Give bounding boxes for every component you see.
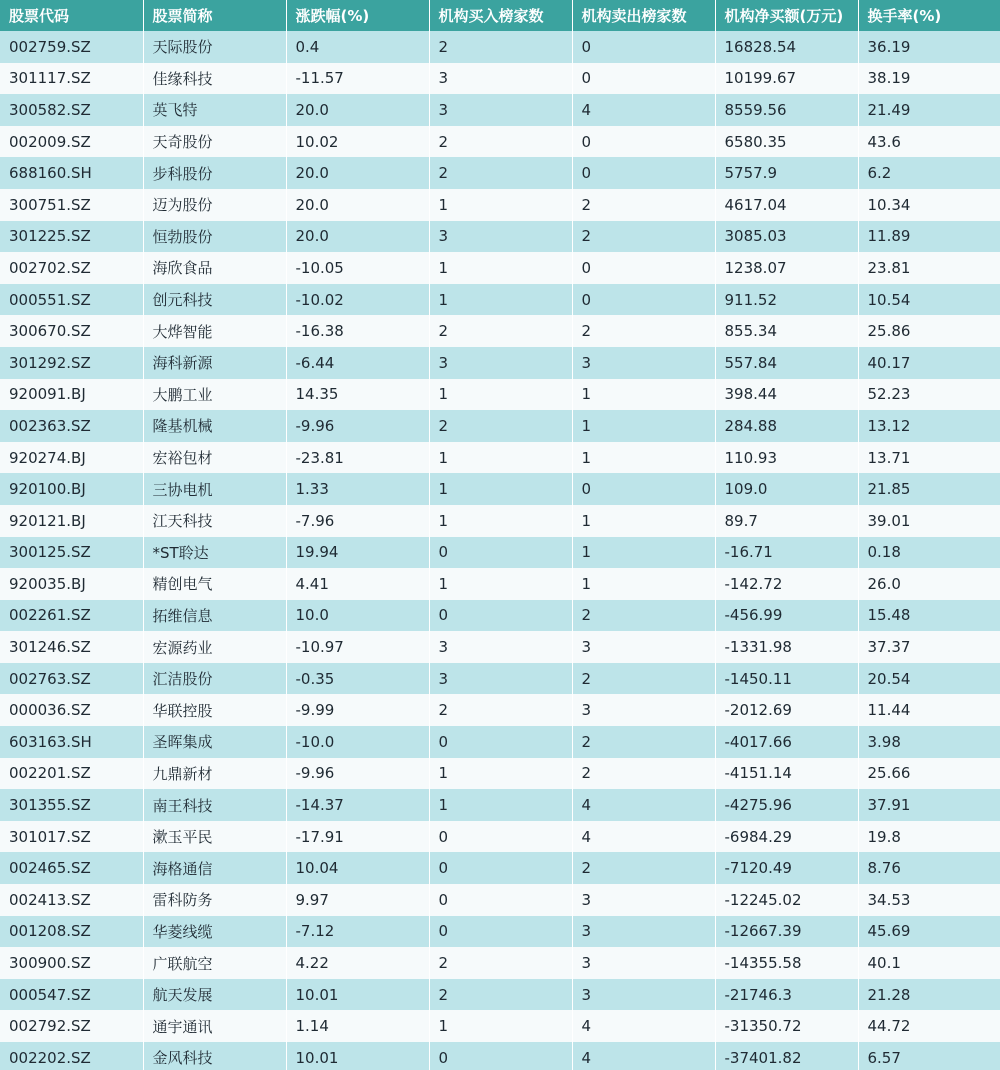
change-pct-cell: 0.4 xyxy=(286,31,429,63)
inst-buy-count-cell: 3 xyxy=(429,94,572,126)
inst-sell-count-cell: 2 xyxy=(572,663,715,695)
inst-net-buy-cell: 4617.04 xyxy=(715,189,858,221)
change-pct-cell: 10.0 xyxy=(286,600,429,632)
turnover-rate-header[interactable]: 换手率(%) xyxy=(867,7,942,25)
turnover-rate-cell: 21.28 xyxy=(867,985,911,1004)
table-row xyxy=(0,947,1000,979)
stock-name-cell: 迈为股份 xyxy=(143,189,286,221)
stock-name-cell: 江天科技 xyxy=(143,505,286,537)
stock-code-cell: 002363.SZ xyxy=(0,410,143,442)
inst-sell-count-cell: 4 xyxy=(572,94,715,126)
table-row xyxy=(0,347,1000,379)
stock-name-cell: 海格通信 xyxy=(143,852,286,884)
change-pct-cell: 1.14 xyxy=(286,1010,429,1042)
change-pct-cell: 10.04 xyxy=(286,852,429,884)
inst-buy-count-cell: 3 xyxy=(429,347,572,379)
stock-code-cell: 301225.SZ xyxy=(0,221,143,253)
turnover-rate-cell: 6.57 xyxy=(867,1048,901,1067)
inst-sell-count-cell: 2 xyxy=(572,315,715,347)
inst-buy-count-cell: 1 xyxy=(429,189,572,221)
table-row xyxy=(0,568,1000,600)
inst-sell-count-cell: 3 xyxy=(572,947,715,979)
inst-net-buy-cell: 109.0 xyxy=(715,473,858,505)
change-pct-cell: 10.01 xyxy=(286,1042,429,1070)
stock-code-cell: 000547.SZ xyxy=(0,979,143,1011)
stock-code-cell: 001208.SZ xyxy=(0,916,143,948)
inst-buy-count-cell: 2 xyxy=(429,979,572,1011)
change-pct-cell: 9.97 xyxy=(286,884,429,916)
change-pct-cell: 10.02 xyxy=(286,126,429,158)
inst-net-buy-cell: 16828.54 xyxy=(715,31,858,63)
change-pct-cell: -6.44 xyxy=(286,347,429,379)
table-row xyxy=(0,252,1000,284)
inst-net-buy-cell: -4017.66 xyxy=(715,726,858,758)
inst-sell-count-cell: 2 xyxy=(572,726,715,758)
table-row xyxy=(0,631,1000,663)
change-pct-cell: 20.0 xyxy=(286,94,429,126)
stock-name-cell: 恒勃股份 xyxy=(143,221,286,253)
stock-code-cell: 920121.BJ xyxy=(0,505,143,537)
stock-name-cell: 隆基机械 xyxy=(143,410,286,442)
table-row xyxy=(0,410,1000,442)
change-pct-cell: -0.35 xyxy=(286,663,429,695)
stock-code-cell: 300900.SZ xyxy=(0,947,143,979)
header-row xyxy=(0,0,1000,31)
inst-net-buy-cell: -1331.98 xyxy=(715,631,858,663)
inst-buy-count-cell: 1 xyxy=(429,758,572,790)
stock-name-cell: 英飞特 xyxy=(143,94,286,126)
stock-code-cell: 002202.SZ xyxy=(0,1042,143,1070)
change-pct-cell: 14.35 xyxy=(286,379,429,411)
turnover-rate-cell: 3.98 xyxy=(867,732,901,751)
turnover-rate-cell: 40.17 xyxy=(867,353,911,372)
stock-name-cell: 拓维信息 xyxy=(143,600,286,632)
inst-net-buy-cell: -37401.82 xyxy=(715,1042,858,1070)
turnover-rate-cell: 26.0 xyxy=(867,574,901,593)
inst-buy-count-cell: 0 xyxy=(429,600,572,632)
inst-buy-count-cell: 3 xyxy=(429,63,572,95)
inst-buy-count-cell: 0 xyxy=(429,726,572,758)
inst-buy-count-cell: 2 xyxy=(429,947,572,979)
inst-sell-count-cell: 0 xyxy=(572,284,715,316)
inst-buy-count-cell: 1 xyxy=(429,568,572,600)
inst-net-buy-cell: -6984.29 xyxy=(715,821,858,853)
stock-code-cell: 301246.SZ xyxy=(0,631,143,663)
inst-net-buy-cell: -12667.39 xyxy=(715,916,858,948)
turnover-rate-cell: 25.66 xyxy=(867,764,911,783)
turnover-rate-cell: 38.19 xyxy=(867,69,911,88)
stock-name-cell: 汇洁股份 xyxy=(143,663,286,695)
change-pct-cell: -7.96 xyxy=(286,505,429,537)
table-row xyxy=(0,1042,1000,1070)
turnover-rate-cell: 15.48 xyxy=(867,606,911,625)
stock-code-cell: 920035.BJ xyxy=(0,568,143,600)
inst-buy-count-cell: 0 xyxy=(429,1042,572,1070)
inst-buy-count-cell: 1 xyxy=(429,789,572,821)
inst-sell-count-cell: 0 xyxy=(572,31,715,63)
turnover-rate-cell: 44.72 xyxy=(867,1017,911,1036)
inst-buy-count-cell: 0 xyxy=(429,821,572,853)
stock-name-cell: 精创电气 xyxy=(143,568,286,600)
table-row xyxy=(0,979,1000,1011)
stock-code-cell: 920100.BJ xyxy=(0,473,143,505)
inst-sell-count-cell: 4 xyxy=(572,789,715,821)
stock-name-cell: 佳缘科技 xyxy=(143,63,286,95)
change-pct-cell: 10.01 xyxy=(286,979,429,1011)
inst-buy-count-cell: 3 xyxy=(429,663,572,695)
change-pct-cell: -11.57 xyxy=(286,63,429,95)
inst-buy-count-cell: 1 xyxy=(429,252,572,284)
turnover-rate-cell: 20.54 xyxy=(867,669,911,688)
stock-code-cell: 920091.BJ xyxy=(0,379,143,411)
change-pct-header[interactable]: 涨跌幅(%) xyxy=(286,0,429,31)
table-row xyxy=(0,505,1000,537)
inst-sell-count-cell: 4 xyxy=(572,1010,715,1042)
stock-name-cell: 创元科技 xyxy=(143,284,286,316)
inst-buy-count-cell: 2 xyxy=(429,694,572,726)
inst-sell-count-header[interactable]: 机构卖出榜家数 xyxy=(572,0,715,31)
table-row xyxy=(0,473,1000,505)
inst-net-buy-cell: -31350.72 xyxy=(715,1010,858,1042)
table-row xyxy=(0,537,1000,569)
change-pct-cell: -10.97 xyxy=(286,631,429,663)
table-body xyxy=(0,31,1000,1070)
inst-net-buy-cell: -4275.96 xyxy=(715,789,858,821)
inst-net-buy-cell: -21746.3 xyxy=(715,979,858,1011)
inst-net-buy-cell: -16.71 xyxy=(715,537,858,569)
turnover-rate-cell: 13.71 xyxy=(867,448,911,467)
table-row xyxy=(0,600,1000,632)
stock-code-cell: 002792.SZ xyxy=(0,1010,143,1042)
table-row xyxy=(0,31,1000,63)
turnover-rate-cell: 40.1 xyxy=(867,954,901,973)
change-pct-cell: 20.0 xyxy=(286,157,429,189)
table-row xyxy=(0,284,1000,316)
inst-net-buy-header[interactable]: 机构净买额(万元) xyxy=(715,0,858,31)
inst-buy-count-cell: 1 xyxy=(429,505,572,537)
stock-name-cell: *ST聆达 xyxy=(143,537,286,569)
change-pct-cell: -10.0 xyxy=(286,726,429,758)
stock-name-cell: 航天发展 xyxy=(143,979,286,1011)
inst-sell-count-cell: 0 xyxy=(572,473,715,505)
stock-code-cell: 002009.SZ xyxy=(0,126,143,158)
inst-sell-count-cell: 1 xyxy=(572,410,715,442)
table-row xyxy=(0,789,1000,821)
inst-sell-count-cell: 4 xyxy=(572,821,715,853)
turnover-rate-cell: 8.76 xyxy=(867,859,901,878)
stock-code-cell: 300125.SZ xyxy=(0,537,143,569)
table-row xyxy=(0,63,1000,95)
inst-sell-count-cell: 0 xyxy=(572,252,715,284)
inst-sell-count-cell: 2 xyxy=(572,221,715,253)
change-pct-cell: -9.99 xyxy=(286,694,429,726)
change-pct-cell: -17.91 xyxy=(286,821,429,853)
turnover-rate-cell: 25.86 xyxy=(867,322,911,341)
inst-buy-count-cell: 0 xyxy=(429,884,572,916)
inst-net-buy-cell: -1450.11 xyxy=(715,663,858,695)
change-pct-cell: -16.38 xyxy=(286,315,429,347)
stock-code-cell: 002763.SZ xyxy=(0,663,143,695)
stock-name-cell: 海欣食品 xyxy=(143,252,286,284)
stock-code-cell: 300670.SZ xyxy=(0,315,143,347)
change-pct-cell: 20.0 xyxy=(286,221,429,253)
table-row xyxy=(0,884,1000,916)
turnover-rate-cell: 10.34 xyxy=(867,195,911,214)
inst-net-buy-cell: -4151.14 xyxy=(715,758,858,790)
change-pct-cell: -7.12 xyxy=(286,916,429,948)
inst-buy-count-cell: 1 xyxy=(429,442,572,474)
turnover-rate-cell: 10.54 xyxy=(867,290,911,309)
inst-buy-count-cell: 2 xyxy=(429,410,572,442)
stock-code-cell: 000551.SZ xyxy=(0,284,143,316)
stock-code-cell: 002465.SZ xyxy=(0,852,143,884)
inst-net-buy-cell: -2012.69 xyxy=(715,694,858,726)
table-row xyxy=(0,758,1000,790)
table-row xyxy=(0,916,1000,948)
inst-net-buy-cell: -7120.49 xyxy=(715,852,858,884)
stock-code-cell: 301017.SZ xyxy=(0,821,143,853)
table-header xyxy=(0,0,1000,31)
turnover-rate-cell: 21.49 xyxy=(867,100,911,119)
stock-name-cell: 圣晖集成 xyxy=(143,726,286,758)
stock-name-cell: 海科新源 xyxy=(143,347,286,379)
turnover-rate-cell: 21.85 xyxy=(867,480,911,499)
stock-code-cell: 000036.SZ xyxy=(0,694,143,726)
stock-code-cell: 603163.SH xyxy=(0,726,143,758)
inst-net-buy-cell: 911.52 xyxy=(715,284,858,316)
stock-code-cell: 301355.SZ xyxy=(0,789,143,821)
turnover-rate-cell: 52.23 xyxy=(867,385,911,404)
turnover-rate-cell: 19.8 xyxy=(867,827,901,846)
stock-code-cell: 300751.SZ xyxy=(0,189,143,221)
turnover-rate-cell: 34.53 xyxy=(867,890,911,909)
inst-net-buy-cell: -456.99 xyxy=(715,600,858,632)
inst-net-buy-cell: 1238.07 xyxy=(715,252,858,284)
inst-buy-count-cell: 0 xyxy=(429,537,572,569)
stock-name-cell: 大烨智能 xyxy=(143,315,286,347)
table-row xyxy=(0,726,1000,758)
inst-net-buy-cell: -12245.02 xyxy=(715,884,858,916)
inst-buy-count-header[interactable]: 机构买入榜家数 xyxy=(429,0,572,31)
change-pct-cell: 4.41 xyxy=(286,568,429,600)
stock-name-cell: 大鹏工业 xyxy=(143,379,286,411)
stock-name-cell: 宏源药业 xyxy=(143,631,286,663)
inst-sell-count-cell: 3 xyxy=(572,979,715,1011)
inst-buy-count-cell: 2 xyxy=(429,31,572,63)
stock-name-cell: 华联控股 xyxy=(143,694,286,726)
turnover-rate-cell: 37.91 xyxy=(867,796,911,815)
turnover-rate-cell: 43.6 xyxy=(867,132,901,151)
inst-buy-count-cell: 0 xyxy=(429,852,572,884)
table-row xyxy=(0,442,1000,474)
stock-name-cell: 宏裕包材 xyxy=(143,442,286,474)
table-row xyxy=(0,1010,1000,1042)
inst-buy-count-cell: 3 xyxy=(429,631,572,663)
stock-name-cell: 雷科防务 xyxy=(143,884,286,916)
inst-sell-count-cell: 3 xyxy=(572,631,715,663)
stock-name-cell: 广联航空 xyxy=(143,947,286,979)
table-row xyxy=(0,821,1000,853)
change-pct-cell: 1.33 xyxy=(286,473,429,505)
inst-buy-count-cell: 2 xyxy=(429,157,572,189)
table-row xyxy=(0,157,1000,189)
inst-net-buy-cell: 3085.03 xyxy=(715,221,858,253)
stock-name-cell: 通宇通讯 xyxy=(143,1010,286,1042)
inst-sell-count-cell: 1 xyxy=(572,379,715,411)
stock-code-cell: 301292.SZ xyxy=(0,347,143,379)
stock-name-cell: 天奇股份 xyxy=(143,126,286,158)
stock-name-cell: 九鼎新材 xyxy=(143,758,286,790)
stock-code-cell: 002759.SZ xyxy=(0,31,143,63)
inst-sell-count-cell: 2 xyxy=(572,189,715,221)
inst-net-buy-cell: 8559.56 xyxy=(715,94,858,126)
inst-buy-count-cell: 1 xyxy=(429,284,572,316)
turnover-rate-cell: 23.81 xyxy=(867,258,911,277)
change-pct-cell: 19.94 xyxy=(286,537,429,569)
inst-net-buy-cell: 89.7 xyxy=(715,505,858,537)
turnover-rate-cell: 6.2 xyxy=(867,164,892,183)
table-row xyxy=(0,315,1000,347)
table-row xyxy=(0,94,1000,126)
stock-name-header[interactable]: 股票简称 xyxy=(143,0,286,31)
inst-sell-count-cell: 3 xyxy=(572,694,715,726)
inst-sell-count-cell: 4 xyxy=(572,1042,715,1070)
change-pct-cell: -10.05 xyxy=(286,252,429,284)
inst-sell-count-cell: 0 xyxy=(572,157,715,189)
inst-sell-count-cell: 3 xyxy=(572,347,715,379)
stock-name-cell: 南王科技 xyxy=(143,789,286,821)
inst-sell-count-cell: 2 xyxy=(572,852,715,884)
stock-code-cell: 002261.SZ xyxy=(0,600,143,632)
turnover-rate-cell: 13.12 xyxy=(867,416,911,435)
table-row xyxy=(0,189,1000,221)
change-pct-cell: 4.22 xyxy=(286,947,429,979)
inst-buy-count-cell: 2 xyxy=(429,126,572,158)
stock-code-cell: 920274.BJ xyxy=(0,442,143,474)
stock-code-cell: 301117.SZ xyxy=(0,63,143,95)
inst-net-buy-cell: 557.84 xyxy=(715,347,858,379)
change-pct-cell: -23.81 xyxy=(286,442,429,474)
inst-net-buy-cell: 398.44 xyxy=(715,379,858,411)
inst-sell-count-cell: 3 xyxy=(572,884,715,916)
inst-sell-count-cell: 2 xyxy=(572,600,715,632)
table-row xyxy=(0,221,1000,253)
change-pct-cell: -14.37 xyxy=(286,789,429,821)
inst-net-buy-cell: 284.88 xyxy=(715,410,858,442)
turnover-rate-cell: 11.89 xyxy=(867,227,911,246)
table-row xyxy=(0,852,1000,884)
inst-net-buy-cell: -14355.58 xyxy=(715,947,858,979)
stock-name-cell: 天际股份 xyxy=(143,31,286,63)
stock-name-cell: 三协电机 xyxy=(143,473,286,505)
inst-buy-count-cell: 3 xyxy=(429,221,572,253)
stock-code-header[interactable]: 股票代码 xyxy=(0,0,143,31)
inst-buy-count-cell: 1 xyxy=(429,379,572,411)
stock-name-cell: 华菱线缆 xyxy=(143,916,286,948)
turnover-rate-cell: 0.18 xyxy=(867,543,901,562)
inst-sell-count-cell: 2 xyxy=(572,758,715,790)
inst-sell-count-cell: 3 xyxy=(572,916,715,948)
stock-code-cell: 002413.SZ xyxy=(0,884,143,916)
turnover-rate-cell: 36.19 xyxy=(867,37,911,56)
inst-net-buy-cell: -142.72 xyxy=(715,568,858,600)
inst-sell-count-cell: 1 xyxy=(572,442,715,474)
stock-code-cell: 300582.SZ xyxy=(0,94,143,126)
turnover-rate-cell: 37.37 xyxy=(867,638,911,657)
inst-sell-count-cell: 1 xyxy=(572,505,715,537)
change-pct-cell: -10.02 xyxy=(286,284,429,316)
inst-buy-count-cell: 2 xyxy=(429,315,572,347)
inst-sell-count-cell: 1 xyxy=(572,537,715,569)
inst-net-buy-cell: 110.93 xyxy=(715,442,858,474)
stock-name-cell: 漱玉平民 xyxy=(143,821,286,853)
stock-code-cell: 002702.SZ xyxy=(0,252,143,284)
table-row xyxy=(0,694,1000,726)
table-row xyxy=(0,663,1000,695)
turnover-rate-cell: 39.01 xyxy=(867,511,911,530)
table-row xyxy=(0,379,1000,411)
inst-sell-count-cell: 0 xyxy=(572,126,715,158)
inst-net-buy-cell: 855.34 xyxy=(715,315,858,347)
inst-sell-count-cell: 0 xyxy=(572,63,715,95)
stock-name-cell: 金风科技 xyxy=(143,1042,286,1070)
change-pct-cell: 20.0 xyxy=(286,189,429,221)
inst-buy-count-cell: 0 xyxy=(429,916,572,948)
stock-code-cell: 002201.SZ xyxy=(0,758,143,790)
inst-buy-count-cell: 1 xyxy=(429,1010,572,1042)
stock-code-cell: 688160.SH xyxy=(0,157,143,189)
inst-net-buy-cell: 10199.67 xyxy=(715,63,858,95)
inst-buy-count-cell: 1 xyxy=(429,473,572,505)
inst-sell-count-cell: 1 xyxy=(572,568,715,600)
turnover-rate-cell: 45.69 xyxy=(867,922,911,941)
inst-net-buy-cell: 5757.9 xyxy=(715,157,858,189)
change-pct-cell: -9.96 xyxy=(286,410,429,442)
table-row xyxy=(0,126,1000,158)
turnover-rate-cell: 11.44 xyxy=(867,701,911,720)
change-pct-cell: -9.96 xyxy=(286,758,429,790)
stock-name-cell: 步科股份 xyxy=(143,157,286,189)
inst-net-buy-cell: 6580.35 xyxy=(715,126,858,158)
